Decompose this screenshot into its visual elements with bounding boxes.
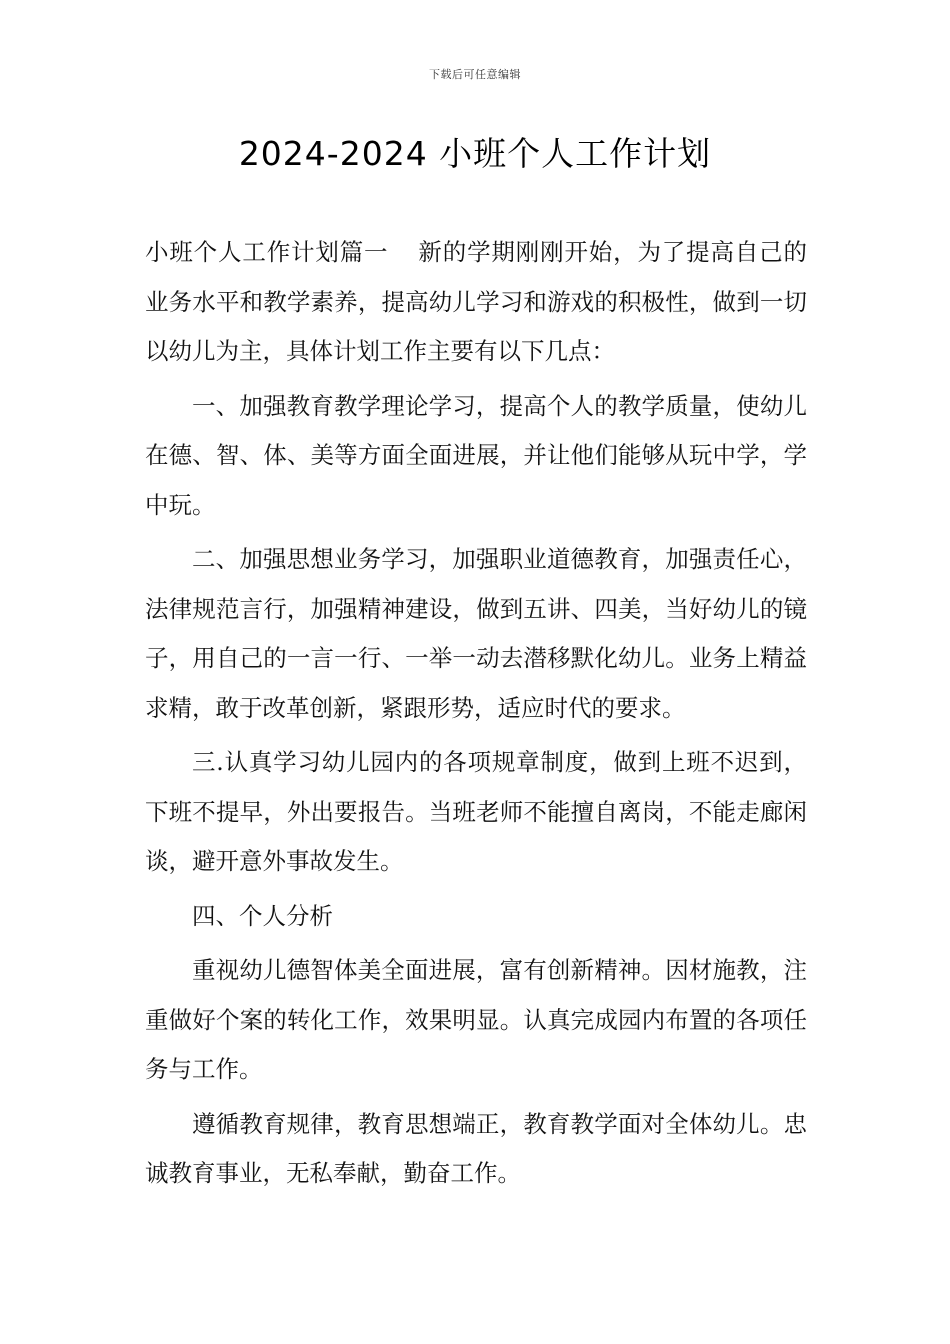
paragraph-5: 重视幼儿德智体美全面进展，富有创新精神。因材施教，注重做好个案的转化工作，效果明显。认真完成园内布置的各项任务与工作。 bbox=[145, 956, 807, 1083]
intro-text: 新的学期刚刚开始，为了提高自己的业务水平和教学素养，提高幼儿学习和游戏的积极性，做到一切以幼儿为主，具体计划工作主要有以下几点： bbox=[145, 238, 808, 365]
paragraph-2: 二、加强思想业务学习，加强职业道德教育，加强责任心，法律规范言行，加强精神建设，做到五讲、四美，当好幼儿的镜子，用自己的一言一行、一举一动去潜移默化幼儿。业务上精益求精，敢于改革创新，紧跟形势，适应时代的要求。 bbox=[145, 545, 807, 722]
document-body bbox=[145, 228, 807, 1199]
paragraph-3: 三.认真学习幼儿园内的各项规章制度，做到上班不迟到，下班不提早，外出要报告。当班老师不能擅自离岗，不能走廊闲谈，避开意外事故发生。 bbox=[145, 748, 807, 875]
intro-paragraph bbox=[145, 228, 807, 377]
header-note: 下载后可任意编辑 bbox=[429, 68, 521, 81]
paragraph-6: 遵循教育规律，教育思想端正，教育教学面对全体幼儿。忠诚教育事业，无私奉献，勤奋工作。 bbox=[145, 1109, 807, 1187]
paragraph-4-heading: 四、个人分析 bbox=[192, 901, 333, 930]
paragraph-1: 一、加强教育教学理论学习，提高个人的教学质量，使幼儿在德、智、体、美等方面全面进展，并让他们能够从玩中学，学中玩。 bbox=[145, 391, 807, 519]
document-title: 2024-2024 小班个人工作计划 bbox=[238, 134, 712, 173]
intro-label: 小班个人工作计划篇一 bbox=[145, 238, 389, 266]
